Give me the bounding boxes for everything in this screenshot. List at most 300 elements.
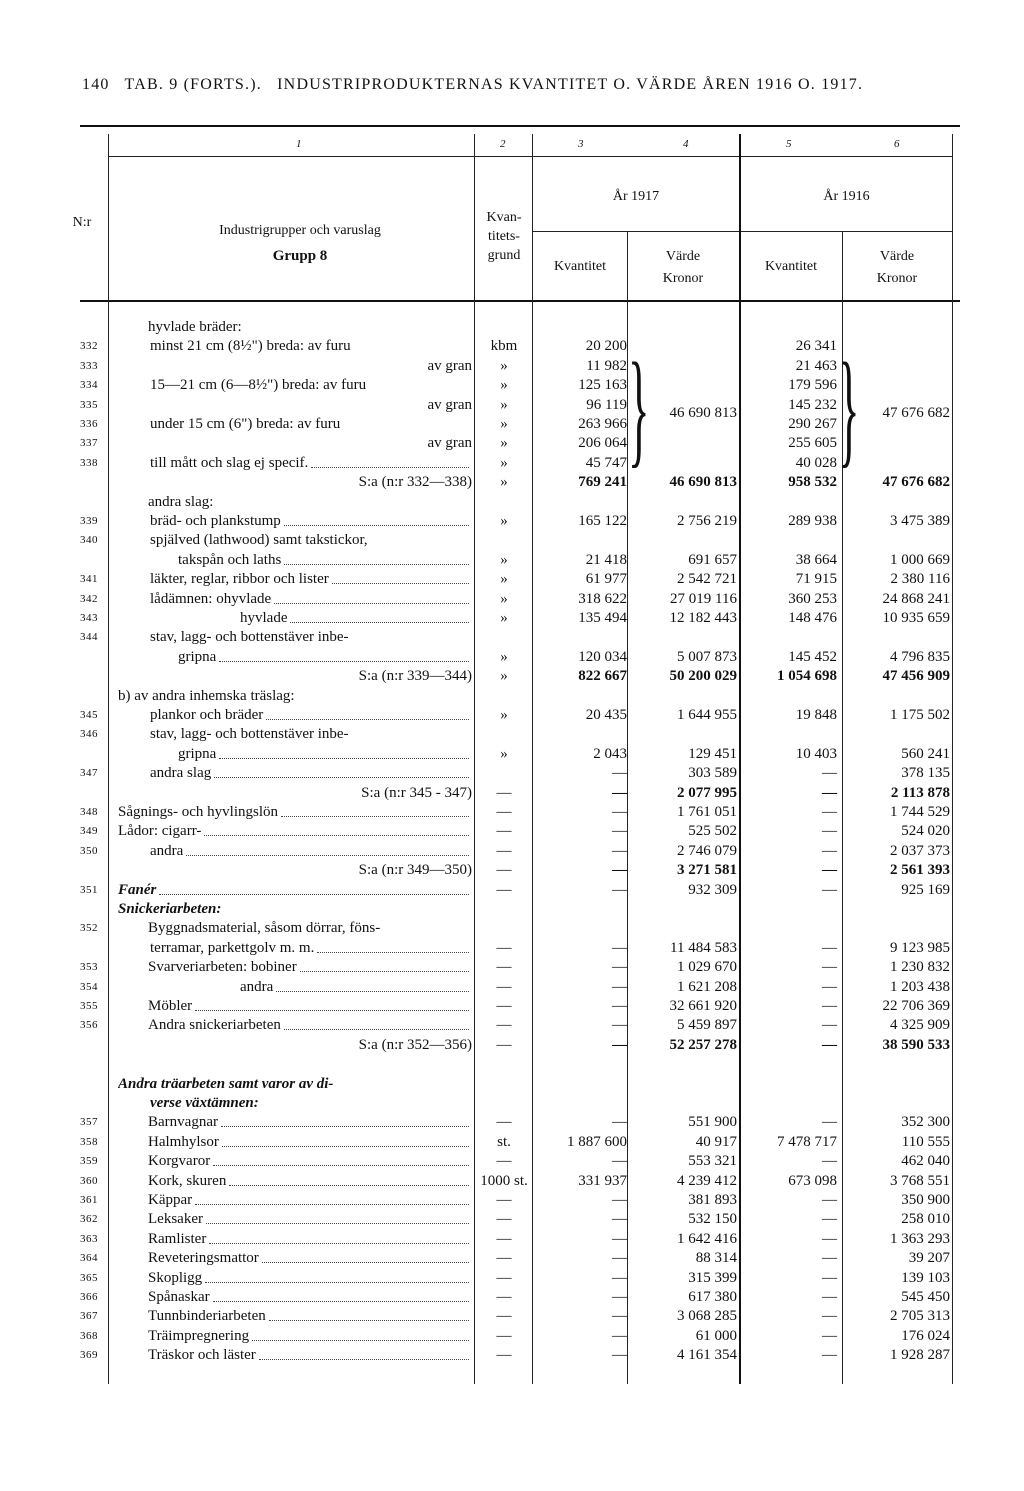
row-basis: — <box>496 1192 512 1208</box>
brace-1916: } <box>838 337 860 479</box>
row-basis: — <box>496 978 512 995</box>
quantity-1917: — <box>612 939 627 956</box>
row-label-text: S:a (n:r 345 - 347) <box>361 784 472 801</box>
value-1917: 40 917 <box>695 1133 737 1150</box>
table-row <box>0 590 1024 609</box>
row-number: 357 <box>80 1116 98 1129</box>
quantity-1916: 958 532 <box>788 474 837 491</box>
header-year-1917: År 1917 <box>612 189 660 204</box>
row-basis: — <box>496 823 512 840</box>
table-row <box>0 881 1024 900</box>
dot-leader <box>186 842 469 856</box>
quantity-1916: 71 915 <box>795 571 837 588</box>
table-row <box>0 978 1024 997</box>
quantity-1917: 11 982 <box>586 357 627 374</box>
row-basis: — <box>496 1230 512 1247</box>
quantity-1916: — <box>822 1230 837 1247</box>
dot-leader <box>195 997 469 1011</box>
dot-leader <box>269 1307 469 1321</box>
row-basis: » <box>500 707 508 723</box>
value-1917: 32 661 920 <box>669 998 737 1014</box>
quantity-1917: 331 937 <box>578 1172 627 1189</box>
quantity-1916: 10 403 <box>795 745 837 762</box>
value-1916: 10 935 659 <box>882 610 950 626</box>
row-label-text: Byggnadsmaterial, såsom dörrar, föns- <box>148 920 381 937</box>
header-group: Grupp 8 <box>272 248 328 264</box>
quantity-1917: — <box>612 881 627 898</box>
row-number: 361 <box>80 1194 98 1206</box>
value-1917: 525 502 <box>688 823 737 840</box>
row-label <box>118 881 472 900</box>
row-label-text: verse växtämnen: <box>150 1095 259 1111</box>
quantity-1916: — <box>822 784 837 801</box>
top-rule <box>80 125 960 127</box>
value-1916: 925 169 <box>901 881 950 898</box>
table-row <box>0 1346 1024 1365</box>
row-label-text: hyvlade bräder: <box>148 319 242 335</box>
header-basis-1: Kvan- <box>486 210 522 225</box>
colnum-5: 5 <box>786 138 792 150</box>
quantity-1916: 673 098 <box>788 1172 837 1189</box>
dot-leader <box>213 1152 469 1166</box>
quantity-1917: — <box>612 823 627 840</box>
quantity-1917: — <box>612 1327 627 1344</box>
table-row <box>0 531 1024 550</box>
table-row <box>0 939 1024 958</box>
quantity-1916: — <box>822 1036 837 1053</box>
table-row <box>0 1016 1024 1035</box>
row-basis: — <box>496 1347 512 1364</box>
table-row <box>0 609 1024 628</box>
quantity-1916: 26 341 <box>795 338 837 355</box>
row-label-text: gripna <box>178 648 217 665</box>
dot-leader <box>262 1249 469 1263</box>
row-label <box>150 861 472 880</box>
row-number: 360 <box>80 1174 98 1187</box>
quantity-1916: 145 232 <box>788 396 837 413</box>
row-label <box>150 357 472 376</box>
table-row <box>0 842 1024 861</box>
value-1917: 5 007 873 <box>677 648 737 665</box>
dot-leader <box>274 590 469 604</box>
table-row <box>0 551 1024 570</box>
row-label-text: bräd- och plankstump <box>150 513 281 529</box>
row-label <box>150 1036 472 1055</box>
table-ref: TAB. 9 (FORTS.). <box>124 76 262 93</box>
value-1916: 1 928 287 <box>890 1347 950 1364</box>
value-1917: 27 019 116 <box>670 590 737 607</box>
row-label-text: till mått och slag ej specif. <box>150 454 309 471</box>
value-1917: 553 321 <box>688 1153 737 1170</box>
row-number: 346 <box>80 728 98 741</box>
quantity-1917: — <box>612 1192 627 1208</box>
value-1916: 38 590 533 <box>882 1036 950 1053</box>
sum-row <box>0 784 1024 803</box>
row-label <box>148 919 472 938</box>
table-row <box>0 1327 1024 1346</box>
dot-leader <box>266 706 469 720</box>
row-label <box>118 1075 472 1094</box>
value-1917: 12 182 443 <box>669 610 737 626</box>
row-number: 348 <box>80 806 98 818</box>
table-row <box>0 803 1024 822</box>
value-1916: 350 900 <box>901 1192 950 1208</box>
row-label-text: Sågnings- och hyvlingslön <box>118 804 278 820</box>
quantity-1917: — <box>612 784 627 801</box>
quantity-1917: — <box>612 1269 627 1286</box>
table-row <box>0 337 1024 356</box>
table-row <box>0 725 1024 744</box>
value-1916: 47 676 682 <box>882 474 950 491</box>
row-label <box>148 493 472 512</box>
quantity-1917: 769 241 <box>578 474 627 491</box>
row-label <box>150 725 472 744</box>
row-label <box>148 1230 472 1249</box>
row-label-text: Halmhylsor <box>148 1133 219 1150</box>
row-number: 352 <box>80 922 98 935</box>
row-basis: » <box>500 590 508 607</box>
row-label-text: stav, lagg- och bottenstäver inbe- <box>150 629 349 646</box>
row-label <box>150 531 472 550</box>
row-basis: — <box>496 1036 512 1053</box>
row-label-text: andra <box>150 842 184 859</box>
row-number: 353 <box>80 961 98 974</box>
value-1917: 50 200 029 <box>669 668 737 685</box>
row-label-text: b) av andra inhemska träslag: <box>118 687 295 704</box>
row-number: 354 <box>80 980 98 993</box>
value-1917: 52 257 278 <box>669 1036 737 1053</box>
table-row <box>0 1230 1024 1249</box>
quantity-1916: 7 478 717 <box>777 1133 837 1150</box>
row-label <box>148 1210 472 1229</box>
row-label <box>148 318 472 337</box>
value-1916: 1 203 438 <box>890 978 950 995</box>
row-label-text: Träskor och läster <box>148 1347 256 1364</box>
value-1917: 932 309 <box>688 881 737 898</box>
quantity-1917: 45 747 <box>585 454 627 471</box>
row-label-text: andra slag: <box>148 493 214 510</box>
row-label <box>118 687 472 706</box>
sum-row <box>0 473 1024 492</box>
row-basis: — <box>496 881 512 898</box>
table-row <box>0 1094 1024 1113</box>
table-row <box>0 1152 1024 1171</box>
row-label-text: Skopligg <box>148 1269 203 1286</box>
table-row <box>0 1249 1024 1268</box>
quantity-1917: 61 977 <box>585 571 627 588</box>
header-kronor-1917: Kronor <box>662 271 704 286</box>
row-label-text: gripna <box>178 745 217 762</box>
header-kronor-1916: Kronor <box>876 271 918 286</box>
row-label <box>148 1346 472 1365</box>
table-row <box>0 454 1024 473</box>
quantity-1916: — <box>822 804 837 820</box>
row-basis: — <box>496 1269 512 1286</box>
row-label <box>148 1288 472 1307</box>
row-number: 336 <box>80 418 98 430</box>
dot-leader <box>219 648 469 662</box>
dot-leader <box>229 1172 469 1186</box>
dot-leader <box>219 745 469 759</box>
row-label-text: Möbler <box>148 998 193 1014</box>
row-label-text: Andra snickeriarbeten <box>148 1017 281 1034</box>
row-basis: — <box>496 1327 512 1344</box>
row-label-text: Svarveriarbeten: bobiner <box>148 959 297 976</box>
row-label <box>150 784 472 803</box>
row-label-text: S:a (n:r 332—338) <box>358 474 472 491</box>
value-1917: 2 542 721 <box>677 571 737 588</box>
row-label <box>148 1191 472 1210</box>
quantity-1917: — <box>612 1250 627 1267</box>
row-label-text: Reveteringsmattor <box>148 1250 259 1267</box>
merged-value-1917: 46 690 813 <box>669 405 737 421</box>
row-number: 365 <box>80 1271 98 1284</box>
row-label-text: under 15 cm (6") breda: av furu <box>150 416 341 432</box>
row-label <box>178 648 472 667</box>
dot-leader <box>204 822 469 836</box>
dot-leader <box>332 570 469 584</box>
row-label-text: S:a (n:r 352—356) <box>358 1036 472 1053</box>
quantity-1916: — <box>822 959 837 976</box>
row-number: 343 <box>80 612 98 624</box>
colnum-4: 4 <box>683 138 689 150</box>
row-label <box>148 958 472 977</box>
header-basis-3: grund <box>487 248 521 263</box>
row-number: 356 <box>80 1019 98 1032</box>
quantity-1916: — <box>822 998 837 1014</box>
value-1916: 545 450 <box>901 1289 950 1305</box>
row-label-text: stav, lagg- och bottenstäver inbe- <box>150 726 349 743</box>
value-1916: 4 796 835 <box>890 648 950 665</box>
table-row <box>0 318 1024 337</box>
row-label-text: Ramlister <box>148 1230 207 1247</box>
row-label <box>150 667 472 686</box>
page-header <box>82 76 982 94</box>
value-1917: 88 314 <box>695 1250 737 1267</box>
quantity-1916: — <box>822 862 837 879</box>
value-1916: 2 561 393 <box>890 862 950 879</box>
colnum-2: 2 <box>500 138 506 150</box>
row-label <box>178 551 472 570</box>
value-1916: 1 230 832 <box>890 959 950 976</box>
sum-row <box>0 861 1024 880</box>
quantity-1917: 20 200 <box>585 338 627 355</box>
quantity-1917: — <box>612 1036 627 1053</box>
row-label <box>150 1094 472 1113</box>
row-label-text: Tunnbinderiarbeten <box>148 1308 266 1325</box>
dot-leader <box>300 958 469 972</box>
quantity-1916: 290 267 <box>788 416 837 432</box>
value-1917: 532 150 <box>688 1211 737 1228</box>
quantity-1916: 148 476 <box>788 610 837 626</box>
quantity-1916: 255 605 <box>788 435 837 452</box>
row-basis: » <box>500 474 508 491</box>
quantity-1917: 318 622 <box>578 590 627 607</box>
row-label-text: av gran <box>427 357 472 374</box>
row-number: 332 <box>80 340 98 353</box>
quantity-1917: — <box>612 1347 627 1364</box>
value-1916: 4 325 909 <box>890 1017 950 1034</box>
table-row <box>0 745 1024 764</box>
quantity-1917: 263 966 <box>578 416 627 432</box>
quantity-1916: — <box>822 1114 837 1131</box>
header-value-1917: Värde <box>665 249 701 264</box>
row-label-text: terramar, parkettgolv m. m. <box>150 939 315 956</box>
row-label <box>150 473 472 492</box>
value-1917: 1 761 051 <box>677 804 737 820</box>
dot-leader <box>221 1113 469 1127</box>
table-row <box>0 1172 1024 1191</box>
row-basis: — <box>496 959 512 976</box>
table-row <box>0 415 1024 434</box>
value-1916: 1 363 293 <box>890 1230 950 1247</box>
header-bottom-rule <box>80 300 960 302</box>
row-label <box>148 1113 472 1132</box>
table-row <box>0 434 1024 453</box>
row-basis: » <box>500 668 508 685</box>
value-1916: 110 555 <box>901 1133 950 1150</box>
row-label-text: Leksaker <box>148 1211 203 1228</box>
dot-leader <box>317 939 469 953</box>
quantity-1917: 1 887 600 <box>567 1133 627 1150</box>
row-label <box>148 1327 472 1346</box>
table-row <box>0 512 1024 531</box>
row-label <box>148 1269 472 1288</box>
row-label <box>148 1016 472 1035</box>
table-row <box>0 1210 1024 1229</box>
table-row <box>0 919 1024 938</box>
value-1917: 11 484 583 <box>670 939 737 956</box>
value-1917: 2 756 219 <box>677 513 737 529</box>
quantity-1917: 120 034 <box>578 648 627 665</box>
dot-leader <box>276 978 469 992</box>
row-label <box>148 997 472 1016</box>
dot-leader <box>281 803 469 817</box>
row-label <box>118 900 472 919</box>
row-label <box>150 396 472 415</box>
row-basis: — <box>496 842 512 859</box>
row-number: 341 <box>80 573 98 586</box>
row-number: 333 <box>80 359 98 372</box>
row-basis: — <box>496 1289 512 1305</box>
row-basis: — <box>496 939 512 956</box>
quantity-1916: 40 028 <box>795 454 837 471</box>
row-number: 368 <box>80 1329 98 1342</box>
quantity-1916: — <box>822 842 837 859</box>
table-row <box>0 493 1024 512</box>
quantity-1917: 20 435 <box>585 707 627 723</box>
value-1916: 139 103 <box>901 1269 950 1286</box>
row-label <box>150 454 472 473</box>
header-year-1916: År 1916 <box>823 189 870 204</box>
dot-leader <box>205 1269 469 1283</box>
table-row <box>0 1191 1024 1210</box>
value-1916: 47 456 909 <box>882 668 950 685</box>
row-number: 355 <box>80 1000 98 1012</box>
row-number: 339 <box>80 515 98 527</box>
quantity-1917: — <box>612 1308 627 1325</box>
row-label-text: S:a (n:r 339—344) <box>358 668 472 685</box>
quantity-1917: — <box>612 804 627 820</box>
row-basis: » <box>500 454 508 471</box>
row-label <box>150 939 472 958</box>
table-row <box>0 764 1024 783</box>
quantity-1917: — <box>612 1230 627 1247</box>
dot-leader <box>209 1230 469 1244</box>
table-row <box>0 822 1024 841</box>
value-1917: 1 644 955 <box>677 707 737 723</box>
row-number: 367 <box>80 1310 98 1323</box>
row-label-text: spjälved (lathwood) samt takstickor, <box>150 532 368 549</box>
row-number: 334 <box>80 379 98 392</box>
value-1916: 2 705 313 <box>890 1308 950 1325</box>
row-number: 350 <box>80 844 98 857</box>
quantity-1917: — <box>612 1289 627 1305</box>
row-label-text: Snickeriarbeten: <box>118 901 222 917</box>
value-1917: 2 746 079 <box>677 842 737 859</box>
row-basis: » <box>500 648 508 665</box>
column-numbers <box>0 138 1024 158</box>
value-1917: 551 900 <box>688 1114 737 1131</box>
quantity-1917: 2 043 <box>593 745 627 762</box>
quantity-1916: — <box>822 1289 837 1305</box>
quantity-1916: 19 848 <box>795 707 837 723</box>
value-1916: 3 768 551 <box>890 1172 950 1189</box>
row-basis: » <box>500 416 508 432</box>
row-label <box>148 1307 472 1326</box>
row-number: 345 <box>80 709 98 721</box>
page-title: INDUSTRIPRODUKTERNAS KVANTITET O. VÄRDE ÅREN 1916 O. 1917. <box>277 76 864 93</box>
row-number: 364 <box>80 1252 98 1265</box>
value-1917: 1 621 208 <box>677 978 737 995</box>
quantity-1917: — <box>612 959 627 976</box>
colnum-3: 3 <box>578 138 584 150</box>
quantity-1916: — <box>822 765 837 782</box>
row-label <box>118 803 472 822</box>
row-basis: — <box>496 998 512 1014</box>
quantity-1916: 360 253 <box>788 590 837 607</box>
row-label <box>150 512 472 531</box>
value-1917: 4 161 354 <box>677 1347 737 1364</box>
value-1916: 3 475 389 <box>890 513 950 529</box>
row-number: 349 <box>80 825 98 838</box>
dot-leader <box>290 609 469 623</box>
value-1916: 1 175 502 <box>890 707 950 723</box>
dot-leader <box>284 1016 469 1030</box>
colnum-1: 1 <box>296 138 302 150</box>
row-basis: — <box>496 1250 512 1267</box>
row-label-text: läkter, reglar, ribbor och lister <box>150 571 329 588</box>
quantity-1916: 145 452 <box>788 648 837 665</box>
header-quantity-1917: Kvantitet <box>553 259 607 274</box>
quantity-1916: — <box>822 1211 837 1228</box>
row-label <box>150 842 472 861</box>
row-basis: » <box>500 396 508 413</box>
value-1917: 129 451 <box>688 745 737 762</box>
quantity-1916: 179 596 <box>788 377 837 394</box>
dot-leader <box>284 551 469 565</box>
page-number: 140 <box>82 76 110 93</box>
row-basis: — <box>496 1017 512 1034</box>
row-label-text: Lådor: cigarr- <box>118 823 202 840</box>
value-1917: 1 642 416 <box>677 1230 737 1247</box>
value-1917: 2 077 995 <box>677 784 737 801</box>
value-1916: 39 207 <box>908 1250 950 1267</box>
table-row <box>0 1288 1024 1307</box>
row-basis: — <box>496 1308 512 1325</box>
table-row <box>0 376 1024 395</box>
row-number: 344 <box>80 631 98 644</box>
